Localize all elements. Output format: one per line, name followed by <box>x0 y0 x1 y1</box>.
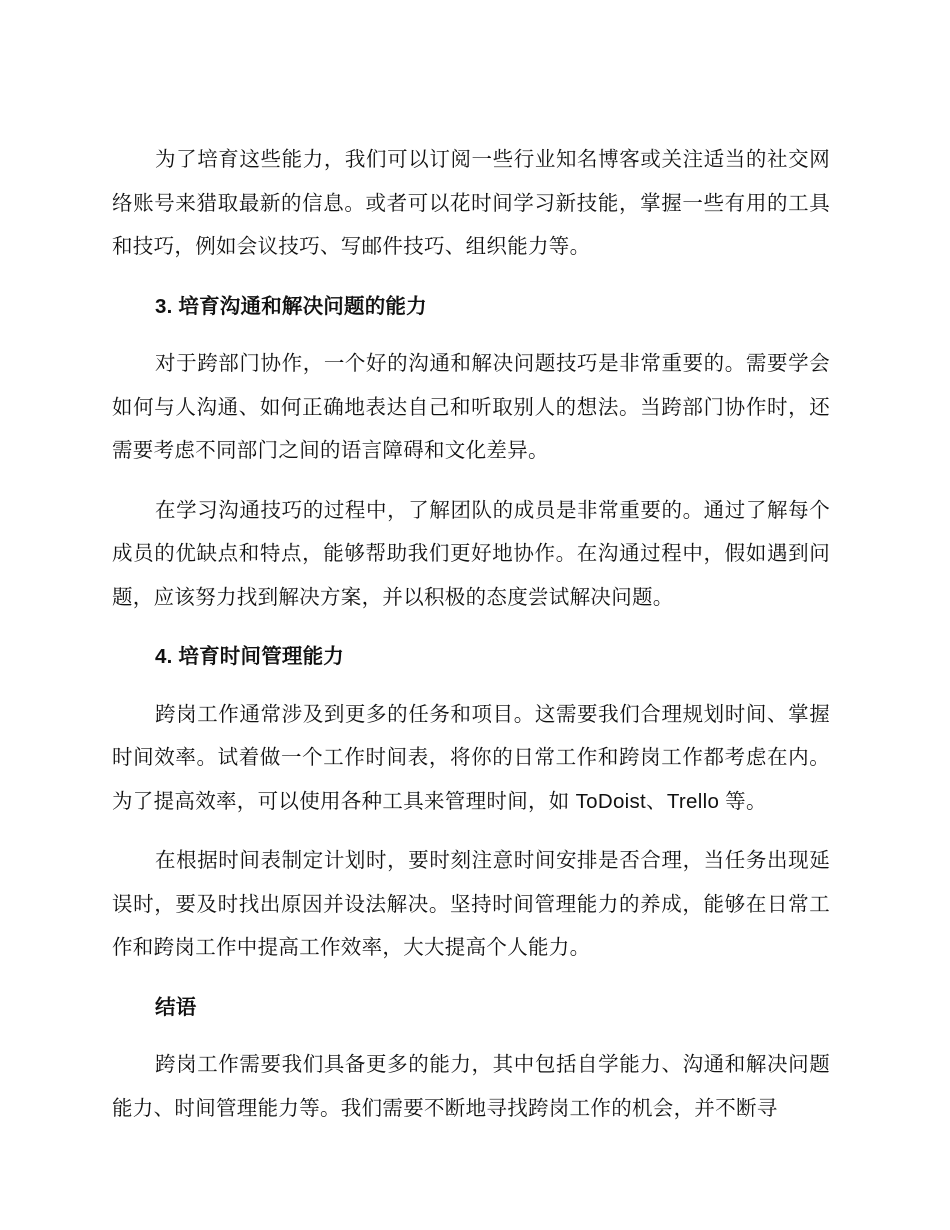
paragraph-cross-department-communication: 对于跨部门协作，一个好的沟通和解决问题技巧是非常重要的。需要学会如何与人沟通、如何正确地表达自己和听取别人的想法。当跨部门协作时，还需要考虑不同部门之间的语言障碍和文化差异。 <box>112 352 830 462</box>
heading-conclusion: 结语 <box>155 995 197 1019</box>
heading-time-management: 4. 培育时间管理能力 <box>155 645 344 668</box>
document-body <box>112 138 830 1146</box>
paragraph-team-members: 在学习沟通技巧的过程中，了解团队的成员是非常重要的。通过了解每个成员的优缺点和特点，能够帮助我们更好地协作。在沟通过程中，假如遇到问题，应该努力找到解决方案，并以积极的态度尝试解决问题。 <box>112 498 830 609</box>
paragraph-conclusion: 跨岗工作需要我们具备更多的能力，其中包括自学能力、沟通和解决问题能力、时间管理能力等。我们需要不断地寻找跨岗工作的机会，并不断寻 <box>112 1053 830 1120</box>
paragraph-develop-abilities: 为了培育这些能力，我们可以订阅一些行业知名博客或关注适当的社交网络账号来猎取最新的信息。或者可以花时间学习新技能，掌握一些有用的工具和技巧，例如会议技巧、写邮件技巧、组织能力等。 <box>112 148 830 258</box>
heading-communication-problem-solving: 3. 培育沟通和解决问题的能力 <box>155 294 427 318</box>
paragraph-time-planning: 跨岗工作通常涉及到更多的任务和项目。这需要我们合理规划时间、掌握时间效率。试着做一个工作时间表，将你的日常工作和跨岗工作都考虑在内。为了提高效率，可以使用各种工具来管理时间，如 ToDoist、Trello 等。 <box>112 702 830 813</box>
paragraph-schedule-execution: 在根据时间表制定计划时，要时刻注意时间安排是否合理，当任务出现延误时，要及时找出原因并设法解决。坚持时间管理能力的养成，能够在日常工作和跨岗工作中提高工作效率，大大提高个人能力。 <box>112 849 830 959</box>
